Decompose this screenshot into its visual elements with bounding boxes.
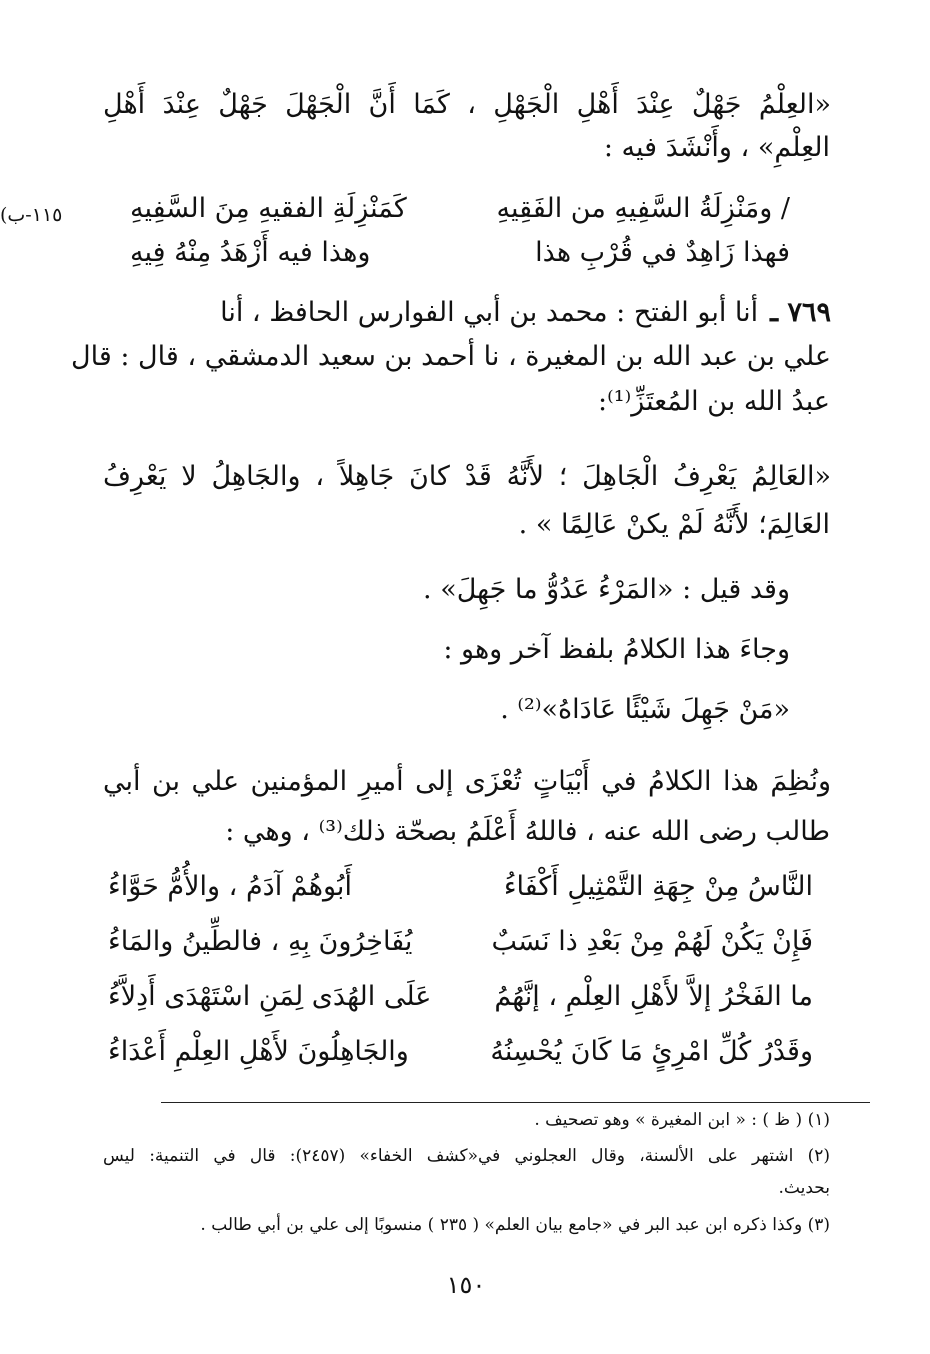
text-line: «العِلْمُ جَهْلٌ عِنْدَ أَهْلِ الْجَهْلِ ، كَمَا أَنَّ الْجَهْلَ جَهْلٌ عِنْدَ أَهْلِ — [103, 89, 831, 120]
verse-hemistich-right: فهذا زَاهِدٌ في قُرْبِ هذا — [535, 237, 790, 268]
verse-hemistich-left: كَمَنْزِلَةِ الفقيهِ مِنَ السَّفِيهِ — [130, 193, 407, 224]
footnote-divider — [161, 1102, 870, 1103]
footnote: (١) ( ظ ) : « ابن المغيرة » وهو تصحيف . — [534, 1110, 830, 1130]
footnote: (٣) وكذا ذكره ابن عبد البر في «جامع بيان العلم» ( ٢٣٥ ) منسوبًا إلى علي بن أبي طالب . — [200, 1215, 830, 1235]
text-line: عبدُ الله بن المُعتَزِّ⁽¹⁾: — [598, 386, 830, 417]
footnote: بحديث. — [778, 1178, 830, 1198]
margin-note: (١١٥-ب — [0, 204, 63, 226]
text-line: العِلْمِ» ، وأَنْشَدَ فيه : — [603, 132, 830, 163]
footnote: (٢) اشتهر على الألسنة، وقال العجلوني في«كشف الخفاء» (٢٤٥٧): قال في التنمية: ليس — [103, 1146, 830, 1166]
verse-hemistich-left: والجَاهِلُونَ لأَهْلِ العِلْمِ أَعْدَاءُ — [108, 1036, 409, 1067]
numbered-entry-line — [103, 296, 831, 330]
verse-hemistich-left: وهذا فيه أَزْهَدُ مِنْهُ فِيهِ — [130, 237, 371, 268]
verse-hemistich-left: يُفَاخِرُونَ بِهِ ، فالطِّينُ والمَاءُ — [108, 926, 413, 957]
entry-number: ٧٦٩ ـ — [770, 297, 831, 328]
verse-hemistich-right: ما الفَخْرُ إلاَّ لأَهْلِ العِلْمِ ، إنَّهُمُ — [494, 981, 813, 1012]
verse-hemistich-left: أَبُوهُمْ آدَمُ ، والأُمُّ حَوَّاءُ — [108, 871, 352, 902]
verse-row — [108, 1035, 813, 1069]
verse-row — [130, 192, 790, 226]
text-line: «العَالِمُ يَعْرِفُ الْجَاهِلَ ؛ لأَنَّهُ قَدْ كانَ جَاهِلاً ، والجَاهِلُ لا يَعْرِفُ — [103, 461, 831, 492]
page-number: ١٥٠ — [446, 1271, 486, 1299]
text-line: العَالِمَ؛ لأَنَّهُ لَمْ يكنْ عَالِمًا » . — [518, 509, 830, 540]
text-line: علي بن عبد الله بن المغيرة ، نا أحمد بن سعيد الدمشقي ، قال : قال — [71, 341, 831, 372]
text-line: وقد قيل : «المَرْءُ عَدُوُّ ما جَهِلَ» . — [423, 574, 790, 605]
verse-row — [108, 925, 813, 959]
verse-hemistich-right: النَّاسُ مِنْ جِهَةِ التَّمْثِيلِ أَكْفَاءُ — [503, 871, 813, 902]
text-line: «مَنْ جَهِلَ شَيْئًا عَادَاهُ»⁽²⁾ . — [500, 694, 790, 725]
text-line: طالب رضى الله عنه ، فاللهُ أَعْلَمُ بصحّة ذلك⁽³⁾ ، وهي : — [225, 816, 830, 847]
verse-hemistich-left: عَلَى الهُدَى لِمَنِ اسْتَهْدَى أَدِلاَّءُ — [108, 981, 432, 1012]
verse-row — [108, 980, 813, 1014]
verse-row — [108, 870, 813, 904]
text-line: وجاءَ هذا الكلامُ بلفظ آخر وهو : — [443, 634, 790, 665]
text-line: ونُظِمَ هذا الكلامُ في أَبْيَاتٍ تُعْزَى إلى أميرِ المؤمنين علي بن أبي — [103, 766, 831, 797]
verse-hemistich-right: / ومَنْزِلَةُ السَّفِيهِ من الفَقِيهِ — [496, 193, 790, 224]
text-line: أنا أبو الفتح : محمد بن أبي الفوارس الحافظ ، أنا — [220, 297, 759, 328]
verse-row — [130, 236, 790, 270]
verse-hemistich-right: وقَدْرُ كُلِّ امْرِئٍ مَا كَانَ يُحْسِنُهُ — [490, 1036, 813, 1067]
verse-hemistich-right: فَإِنْ يَكُنْ لَهُمْ مِنْ بَعْدِ ذا نَسَبٌ — [491, 926, 813, 957]
